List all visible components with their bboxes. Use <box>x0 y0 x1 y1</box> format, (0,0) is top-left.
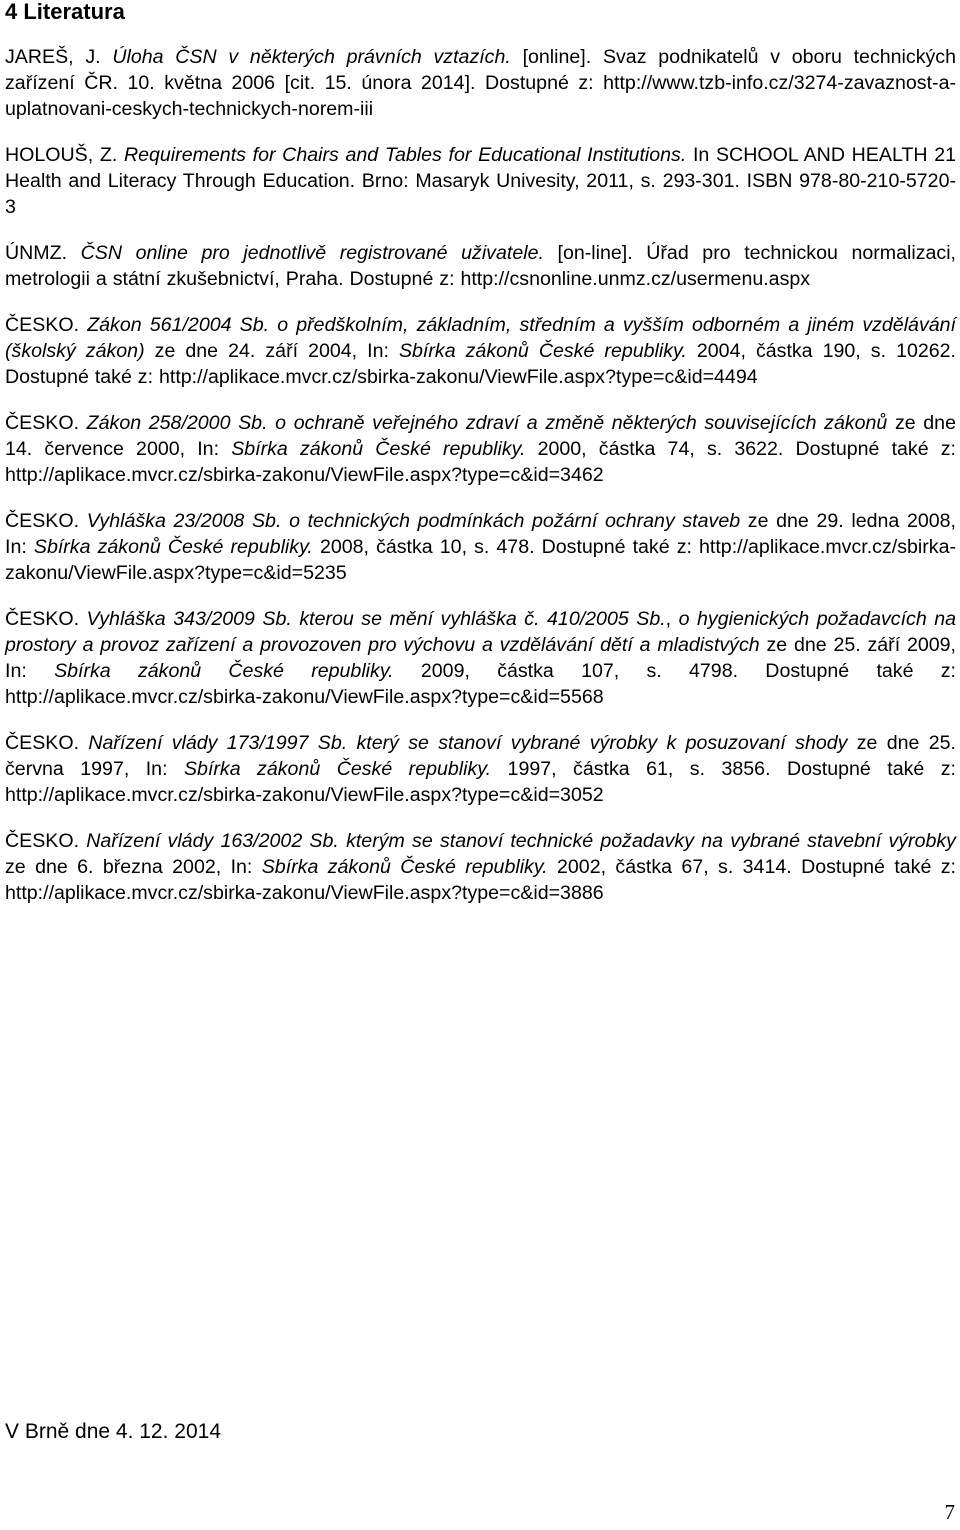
reference-entry <box>5 240 956 292</box>
reference-text: ČESKO. <box>5 830 87 852</box>
reference-text: , <box>665 608 679 630</box>
reference-entry <box>5 508 956 586</box>
reference-text: ÚNMZ. <box>5 242 81 264</box>
reference-text: ze dne 25. června 1997, In: <box>5 732 956 780</box>
reference-title: o ochraně veřejného zdraví a změně některých souvisejících zákonů <box>275 412 888 434</box>
reference-title: Requirements for Chairs and Tables for Educational Institutions. <box>123 144 687 166</box>
reference-entry <box>5 606 956 710</box>
signoff-date: V Brně dne 4. 12. 2014 <box>5 1420 221 1443</box>
reference-title: Sbírka zákonů České republiky. <box>183 758 492 780</box>
reference-text <box>269 314 277 336</box>
reference-title: Zákon 561/2004 Sb. <box>87 314 270 336</box>
reference-text: [online]. Svaz podnikatelů v oboru technických zařízení ČR. 10. května 2006 [cit. 15. února 2014]. Dostupné z: http://www.tzb-info.cz/3274-zavaznost-a-uplatnovani-ceskych-technickych-norem-iii <box>5 46 956 120</box>
reference-text: HOLOUŠ, Z. <box>5 144 124 166</box>
reference-title: kterou se mění vyhláška č. 410/2005 Sb. <box>299 608 666 630</box>
reference-text: ze dne 25. září 2009, In: <box>5 634 956 682</box>
reference-title: Úloha ČSN v některých právních vztazích. <box>112 46 511 68</box>
reference-text: ze dne 24. září 2004, In: <box>144 340 399 362</box>
reference-title: Sbírka zákonů České republiky. <box>398 340 687 362</box>
reference-entry <box>5 410 956 488</box>
reference-text: ze dne 6. března 2002, In: <box>5 856 262 878</box>
reference-text: 2000, částka 74, s. 3622. Dostupné také z: http://aplikace.mvcr.cz/sbirka-zakonu/ViewFile.aspx?type=c&id=3462 <box>5 438 956 486</box>
reference-title: Sbírka zákonů České republiky. <box>261 856 548 878</box>
reference-title: o hygienických požadavcích na prostory a provoz zařízení a provozoven pro výchovu a vzdělávání dětí a mladistvých <box>5 608 957 656</box>
reference-title: Zákon 258/2000 Sb. <box>86 412 268 434</box>
reference-text: ČESKO. <box>5 412 87 434</box>
reference-text: 2009, částka 107, s. 4798. Dostupné také z: http://aplikace.mvcr.cz/sbirka-zakonu/ViewFile.aspx?type=c&id=5568 <box>5 660 956 708</box>
reference-title: Nařízení vlády 173/1997 Sb. <box>88 732 348 754</box>
reference-text <box>339 830 346 852</box>
reference-entry <box>5 828 956 906</box>
reference-entry <box>5 730 956 808</box>
reference-title: Sbírka zákonů České republiky. <box>231 438 526 460</box>
reference-title: o technických podmínkách požární ochrany staveb <box>289 510 741 532</box>
reference-text: ČESKO. <box>5 510 87 532</box>
reference-text: JAREŠ, J. <box>5 46 113 68</box>
reference-title: který se stanoví vybrané výrobky k posuzovaní shody <box>356 732 848 754</box>
reference-text: ČESKO. <box>5 608 87 630</box>
reference-text: ČESKO. <box>5 732 89 754</box>
reference-title: Vyhláška 343/2009 Sb. <box>86 608 292 630</box>
reference-list <box>5 44 956 906</box>
reference-text: ČESKO. <box>5 314 88 336</box>
reference-title: o předškolním, základním, středním a vyšším odborném a jiném vzdělávání (školský zákon) <box>5 314 956 362</box>
reference-text: 2004, částka 190, s. 10262. Dostupné také z: http://aplikace.mvcr.cz/sbirka-zakonu/ViewFile.aspx?type=c&id=4494 <box>5 340 956 388</box>
reference-title: kterým se stanoví technické požadavky na vybrané stavební výrobky <box>346 830 956 852</box>
reference-title: Sbírka zákonů České republiky. <box>54 660 394 682</box>
reference-text: ze dne 14. července 2000, In: <box>5 412 956 460</box>
reference-text: 2008, částka 10, s. 478. Dostupné také z: http://aplikace.mvcr.cz/sbirka-zakonu/ViewFile.aspx?type=c&id=5235 <box>5 536 956 584</box>
reference-entry <box>5 142 956 220</box>
reference-title: ČSN online pro jednotlivě registrované uživatele. <box>80 242 544 264</box>
reference-title: Nařízení vlády 163/2002 Sb. <box>86 830 339 852</box>
reference-title: Vyhláška 23/2008 Sb. <box>86 510 282 532</box>
reference-text: 2002, částka 67, s. 3414. Dostupné také z: http://aplikace.mvcr.cz/sbirka-zakonu/ViewFile.aspx?type=c&id=3886 <box>5 856 956 904</box>
reference-entry <box>5 44 956 122</box>
reference-text: ze dne 29. ledna 2008, In: <box>5 510 956 558</box>
reference-text: [on-line]. Úřad pro technickou normalizaci, metrologii a státní zkušebnictví, Praha. Dostupné z: http://csnonline.unmz.cz/usermenu.aspx <box>5 242 956 290</box>
reference-title: Sbírka zákonů České republiky. <box>33 536 313 558</box>
reference-entry <box>5 312 956 390</box>
reference-text <box>281 510 289 532</box>
reference-text: In SCHOOL AND HEALTH 21 Health and Literacy Through Education. Brno: Masaryk Univesity, 2011, s. 293-301. ISBN 978-80-210-5720-3 <box>5 144 956 218</box>
section-heading: 4 Literatura <box>5 0 125 24</box>
reference-text: 1997, částka 61, s. 3856. Dostupné také z: http://aplikace.mvcr.cz/sbirka-zakonu/ViewFile.aspx?type=c&id=3052 <box>5 758 957 806</box>
page-number: 7 <box>944 1500 955 1524</box>
